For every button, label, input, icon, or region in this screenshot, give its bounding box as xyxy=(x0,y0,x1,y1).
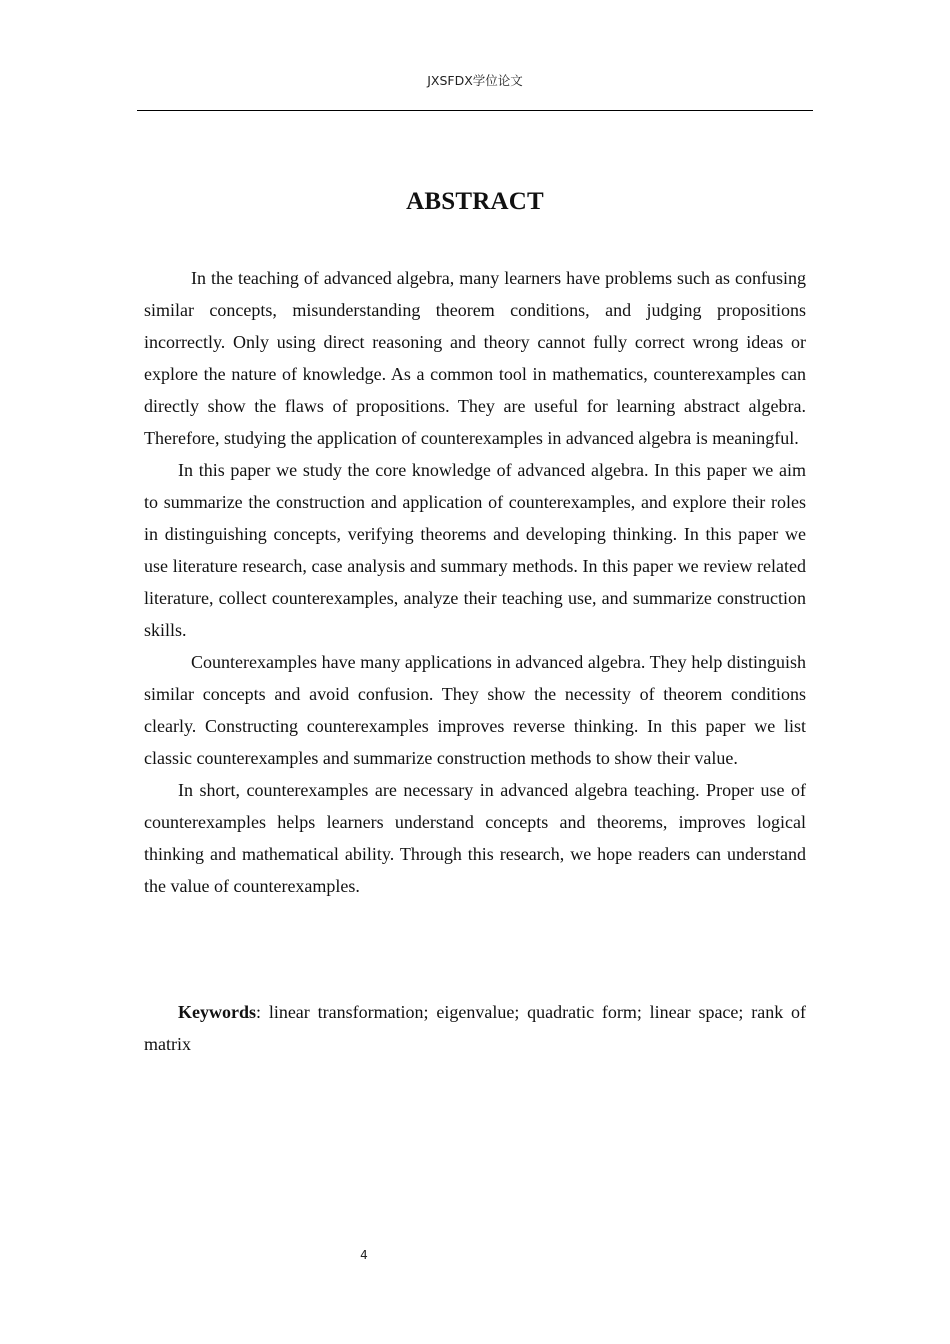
abstract-paragraph-2: In this paper we study the core knowledge of advanced algebra. In this paper we aim to summarize the construction and application of counterexamples, and explore their roles in distinguishing concepts, verifying theorems and developing thinking. In this paper we use literature research, case analysis and summary methods. In this paper we review related literature, collect counterexamples, analyze their teaching use, and summarize construction skills. xyxy=(144,460,806,640)
keywords-separator: : xyxy=(256,1002,269,1022)
keywords-label: Keywords xyxy=(178,1002,256,1022)
abstract-paragraph-4: In short, counterexamples are necessary in advanced algebra teaching. Proper use of counterexamples helps learners understand concepts and theorems, improves logical thinking and mathematical ability. Through this research, we hope readers can understand the value of counterexamples. xyxy=(144,780,806,896)
keywords-line xyxy=(144,996,806,1060)
abstract-paragraph-3: Counterexamples have many applications in advanced algebra. They help distinguish similar concepts and avoid confusion. They show the necessity of theorem conditions clearly. Constructing counterexamples improves reverse thinking. In this paper we list classic counterexamples and summarize construction methods to show their value. xyxy=(144,652,806,768)
running-header: JXSFDX学位论文 xyxy=(427,73,523,88)
abstract-title: ABSTRACT xyxy=(406,188,544,215)
abstract-body xyxy=(144,262,806,902)
page-number: 4 xyxy=(360,1248,368,1262)
abstract-paragraph-1: In the teaching of advanced algebra, many learners have problems such as confusing similar concepts, misunderstanding theorem conditions, and judging propositions incorrectly. Only using direct reasoning and theory cannot fully correct wrong ideas or explore the nature of knowledge. As a common tool in mathematics, counterexamples can directly show the flaws of propositions. They are useful for learning abstract algebra. Therefore, studying the application of counterexamples in advanced algebra is meaningful. xyxy=(144,268,806,448)
header-divider xyxy=(137,110,813,111)
keywords-text: linear transformation; eigenvalue; quadratic form; linear space; rank of matrix xyxy=(144,1002,806,1054)
